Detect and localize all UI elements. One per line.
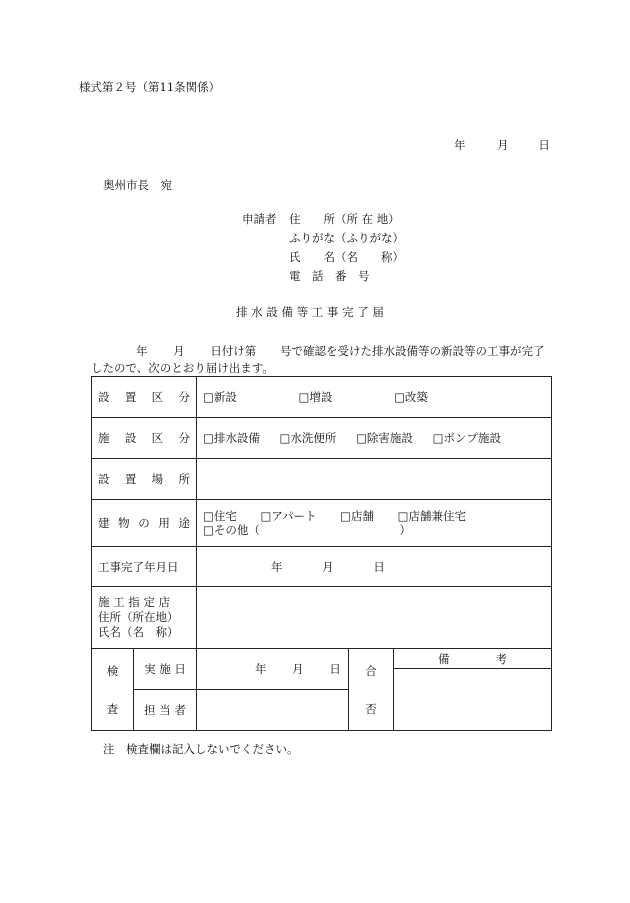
inspection-date-field[interactable]: [197, 649, 349, 690]
checkbox-house[interactable]: □住宅: [203, 509, 237, 523]
checkbox-apartment[interactable]: □アパート: [260, 509, 317, 523]
inspection-month: 月: [292, 662, 304, 676]
checkbox-abatement[interactable]: □除害施設: [356, 431, 413, 445]
building-use-options: [197, 500, 552, 547]
facility-type-options: [197, 418, 552, 459]
footnote: 注 検査欄は記入しないでください。: [103, 742, 299, 756]
applicant-phone-row: 電 話 番 号: [289, 269, 370, 283]
row-installation-type: [92, 377, 552, 418]
applicant-label: 申請者: [242, 212, 277, 226]
remarks-label: 備 考: [394, 649, 552, 669]
completion-date-label: 工事完了年月日: [92, 547, 197, 587]
body-rest: 号で確認を受けた排水設備等の新設等の工事が完了: [279, 344, 545, 358]
body-month: 月: [173, 344, 185, 358]
inspection-date-label: 実 施 日: [134, 649, 197, 690]
applicant-address-row: 住 所（所 在 地）: [289, 212, 400, 226]
row-completion-date: [92, 547, 552, 587]
checkbox-store-house[interactable]: □店舗兼住宅: [397, 509, 467, 523]
row-building-use: [92, 500, 552, 547]
remarks-field[interactable]: [394, 669, 552, 731]
document-title: 排 水 設 備 等 工 事 完 了 届: [236, 305, 384, 319]
inspector-label: 担 当 者: [134, 690, 197, 731]
pass-fail-cell[interactable]: 合 否: [349, 649, 394, 731]
completion-date-field[interactable]: [197, 547, 552, 587]
body-day-no: 日付け第: [210, 344, 257, 358]
inspection-year: 年: [255, 662, 267, 676]
inspector-field[interactable]: [197, 690, 349, 731]
building-use-label: 建 物 の 用 途: [92, 500, 197, 547]
installation-type-options: [197, 377, 552, 418]
body-year: 年: [136, 344, 148, 358]
checkbox-other[interactable]: □その他（: [203, 523, 260, 537]
other-close-paren: ）: [399, 523, 412, 537]
checkbox-expansion[interactable]: □増設: [298, 390, 333, 404]
completion-day: 日: [373, 559, 385, 574]
row-inspection-date: [92, 649, 552, 669]
applicant-furigana-row: ふりがな（ふりがな）: [289, 231, 404, 245]
date-month-label: 月: [497, 138, 509, 152]
date-day-label: 日: [538, 138, 550, 152]
form-number: 様式第２号（第11条関係）: [79, 80, 221, 94]
installation-type-label: 設 置 区 分: [92, 377, 197, 418]
location-field[interactable]: [197, 459, 552, 500]
date-year-label: 年: [454, 138, 466, 152]
body-line-1: [136, 343, 544, 359]
inspection-day: 日: [329, 662, 341, 676]
date-line: [454, 137, 550, 153]
checkbox-pump[interactable]: □ポンプ施設: [432, 431, 501, 445]
checkbox-drainage[interactable]: □排水設備: [203, 431, 260, 445]
inspection-label: 検 査: [92, 649, 134, 731]
checkbox-flush-toilet[interactable]: □水洗便所: [279, 431, 337, 445]
row-facility-type: [92, 418, 552, 459]
row-contractor: [92, 587, 552, 649]
checkbox-renovation[interactable]: □改築: [394, 390, 428, 404]
contractor-field[interactable]: [197, 587, 552, 649]
completion-month: 月: [322, 559, 334, 574]
completion-form-table: [91, 376, 552, 731]
location-label: 設 置 場 所: [92, 459, 197, 500]
contractor-label: 施 工 指 定 店 住所（所在地） 氏名（名 称）: [92, 587, 197, 649]
completion-year: 年: [271, 559, 283, 574]
body-line-2: したので、次のとおり届け出ます。: [91, 361, 274, 375]
checkbox-new[interactable]: □新設: [203, 390, 237, 404]
checkbox-store[interactable]: □店舗: [340, 509, 375, 523]
facility-type-label: 施 設 区 分: [92, 418, 197, 459]
addressee: 奥州市長 宛: [103, 178, 172, 192]
applicant-name-row: 氏 名（名 称）: [289, 250, 404, 264]
row-location: [92, 459, 552, 500]
